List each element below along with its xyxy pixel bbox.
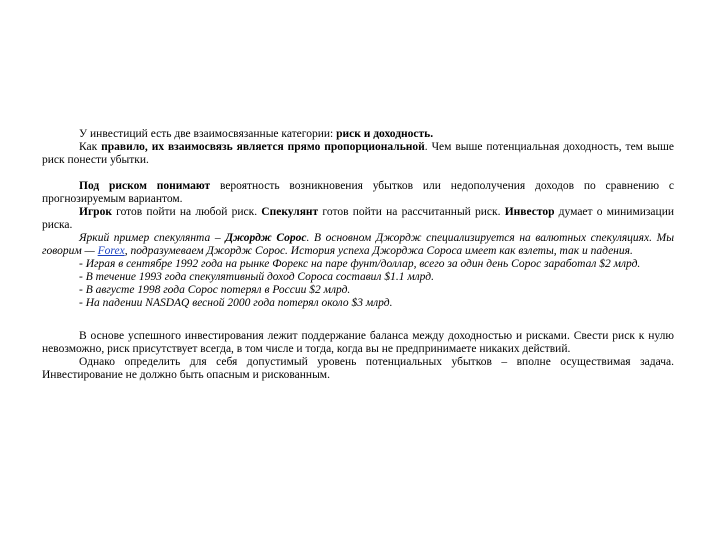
highlight-proportional: правило, их взаимосвязь является прямо пропорциональной: [101, 141, 425, 153]
term-player: Игрок: [79, 206, 112, 218]
term-speculator: Спекулянт: [261, 206, 319, 218]
paragraph-categories: У инвестиций есть две взаимосвязанные категории: риск и доходность.: [79, 128, 434, 140]
name-soros: Джордж Сорос: [225, 232, 307, 244]
paragraph-risk-definition: Под риском понимают вероятность возникновения убытков или недополучения доходов по сравнению с прогнозируемым вариантом.: [42, 180, 674, 205]
paragraph-relationship: Как правило, их взаимосвязь является прямо пропорциональной. Чем выше потенциальная доходность, тем выше риск понести убытки.: [42, 141, 674, 166]
paragraph-conclusion: Однако определить для себя допустимый уровень потенциальных убытков – вполне осуществимая задача. Инвестирование не должно быть опасным и рискованным.: [42, 356, 674, 381]
highlight-risk-term: Под риском понимают: [79, 180, 211, 192]
paragraph-soros: Яркий пример спекулянта – Джордж Сорос. В основном Джордж специализируется на валютных спекуляциях. Мы говорим — Forex, подразумеваем Джордж Сорос. История успеха Джорджа Сороса имеет как взлеты, так и падения.: [42, 232, 674, 257]
paragraph-balance: В основе успешного инвестирования лежит поддержание баланса между доходностью и рисками. Свести риск к нулю невозможно, риск присутствует всегда, в том числе и тогда, когда вы не предпринимаете никаких действий.: [42, 330, 674, 355]
list-item: - Играя в сентябре 1992 года на рынке Форекс на паре фунт/доллар, всего за один день Сорос заработал $2 млрд.: [79, 258, 641, 270]
list-item: - В августе 1998 года Сорос потерял в России $2 млрд.: [79, 284, 351, 296]
forex-link[interactable]: Forex: [97, 245, 125, 257]
term-investor: Инвестор: [504, 206, 555, 218]
highlight-risk-return: риск и доходность.: [336, 128, 434, 140]
article-body: [42, 128, 674, 382]
list-item: - На падении NASDAQ весной 2000 года потерял около $3 млрд.: [79, 297, 393, 309]
list-item: - В течение 1993 года спекулятивный доход Сороса составил $1.1 млрд.: [79, 271, 434, 283]
paragraph-player-types: Игрок готов пойти на любой риск. Спекулянт готов пойти на рассчитанный риск. Инвестор думает о минимизации риска.: [42, 206, 674, 231]
